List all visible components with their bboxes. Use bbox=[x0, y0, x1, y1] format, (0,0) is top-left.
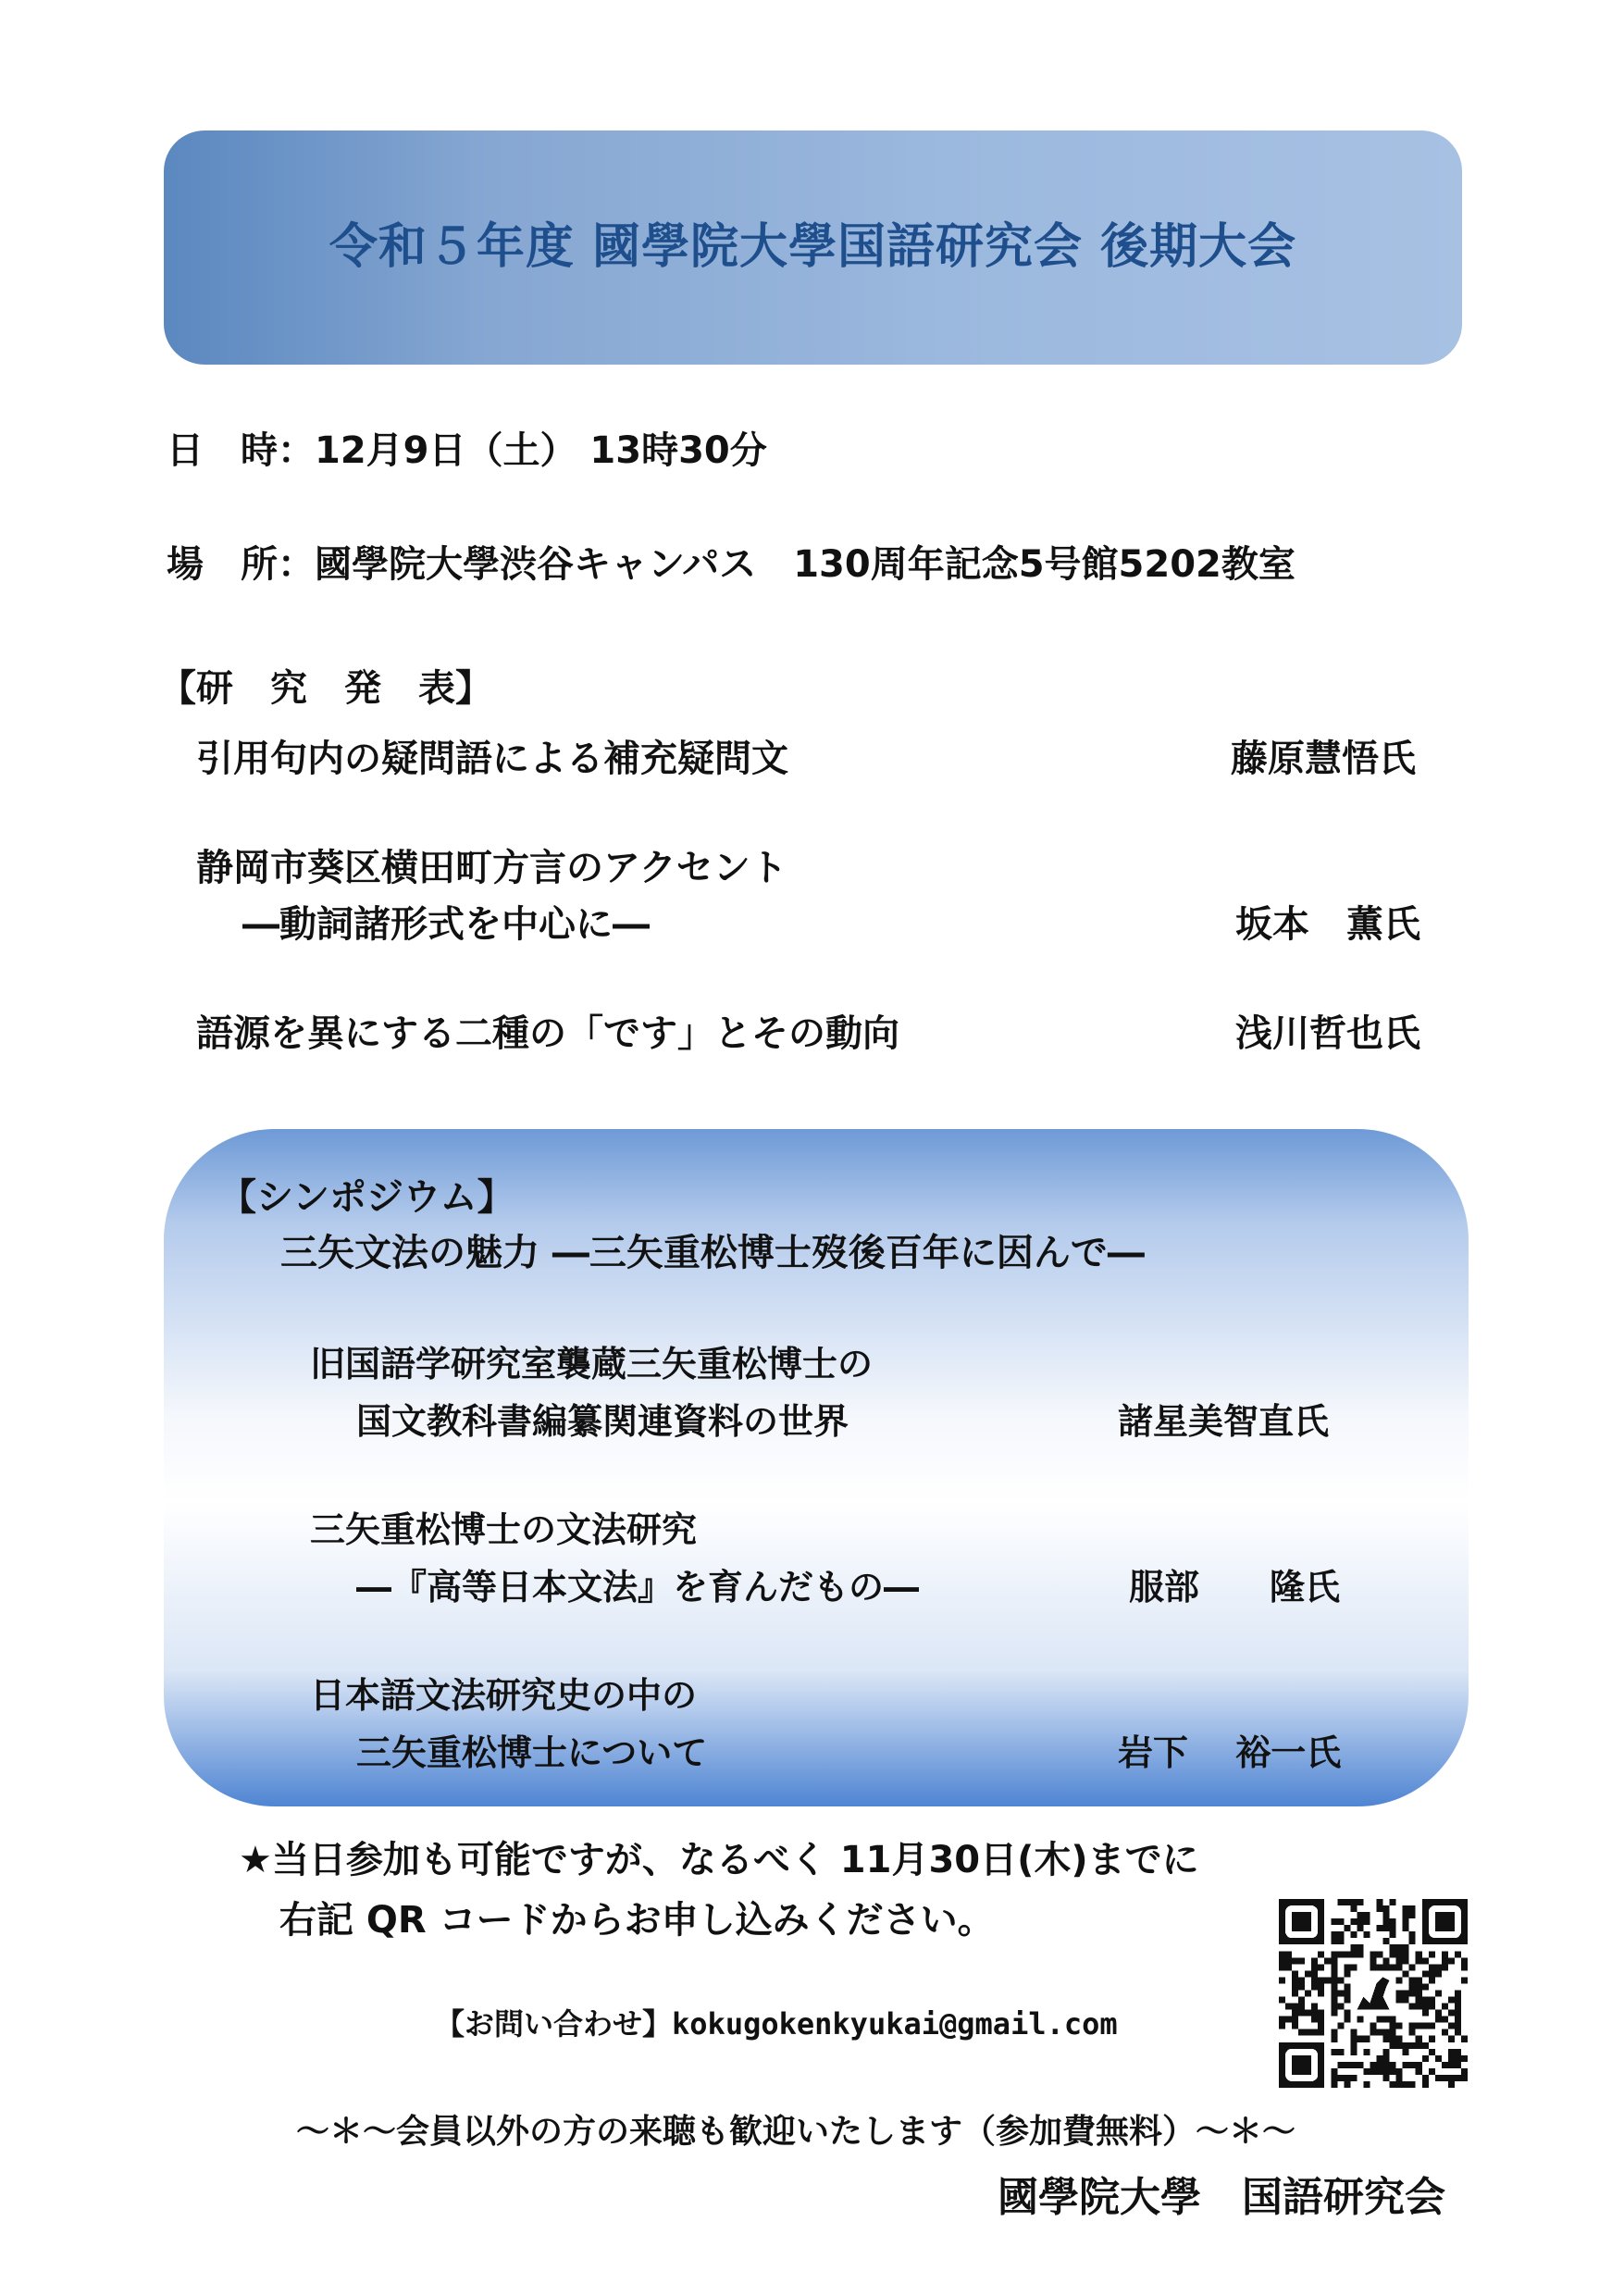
contact bbox=[435, 2001, 1118, 2043]
symposium-heading: 【シンポジウム】 bbox=[219, 1176, 514, 1219]
symposium-2-line2: ―『高等日本文法』を育んだもの― bbox=[356, 1567, 920, 1607]
datetime-value: 12月9日（土） 13時30分 bbox=[315, 429, 767, 472]
symposium-1-line2: 国文教科書編纂関連資料の世界 bbox=[356, 1401, 849, 1442]
symposium-theme: 三矢文法の魅力 ―三矢重松博士歿後百年に因んで― bbox=[280, 1232, 1145, 1274]
symposium-2-speaker: 服部 隆氏 bbox=[1129, 1567, 1341, 1607]
presentation-2-speaker: 坂本 薫氏 bbox=[1235, 903, 1420, 946]
place-row bbox=[167, 535, 1295, 588]
symposium-3-line1: 日本語文法研究史の中の bbox=[310, 1675, 698, 1716]
contact-email[interactable]: kokugokenkyukai@gmail.com bbox=[672, 2006, 1118, 2042]
presentation-3-speaker: 浅川哲也氏 bbox=[1235, 1012, 1420, 1055]
presentation-3-title: 語源を異にする二種の「です」とその動向 bbox=[196, 1012, 899, 1055]
symposium-3-line2: 三矢重松博士について bbox=[356, 1732, 708, 1773]
place-label: 場 所： bbox=[167, 543, 315, 586]
symposium-1-speaker: 諸星美智直氏 bbox=[1118, 1401, 1330, 1442]
place-value: 國學院大學渋谷キャンパス 130周年記念5号館5202教室 bbox=[315, 543, 1295, 586]
datetime-label: 日 時： bbox=[167, 429, 315, 472]
welcome-text: ～＊～会員以外の方の来聴も歓迎いたします（参加費無料）～＊～ bbox=[296, 2113, 1296, 2151]
symposium-1-line1: 旧国語学研究室襲蔵三矢重松博士の bbox=[310, 1344, 874, 1384]
symposium-2-line1: 三矢重松博士の文法研究 bbox=[310, 1509, 698, 1550]
notice-line1: ★当日参加も可能ですが、なるべく 11月30日(木)までに bbox=[239, 1839, 1199, 1881]
presentation-2-subtitle: ―動詞諸形式を中心に― bbox=[242, 903, 650, 946]
qr-code-icon[interactable] bbox=[1279, 1899, 1468, 2088]
presentation-1-speaker: 藤原慧悟氏 bbox=[1231, 738, 1416, 780]
presentations-heading: 【研 究 発 表】 bbox=[159, 667, 492, 710]
notice-line2: 右記 QR コードからお申し込みください。 bbox=[279, 1899, 995, 1942]
presentation-1-title: 引用句内の疑問語による補充疑問文 bbox=[196, 738, 788, 780]
page-title: 令和５年度 國學院大學国語研究会 後期大会 bbox=[329, 219, 1297, 275]
presentation-2-title: 静岡市葵区横田町方言のアクセント bbox=[196, 847, 787, 889]
contact-label: 【お問い合わせ】 bbox=[435, 2006, 673, 2042]
symposium-3-speaker: 岩下 裕一氏 bbox=[1118, 1732, 1342, 1773]
organizer: 國學院大學 国語研究会 bbox=[998, 2174, 1445, 2221]
datetime-row bbox=[167, 421, 767, 474]
